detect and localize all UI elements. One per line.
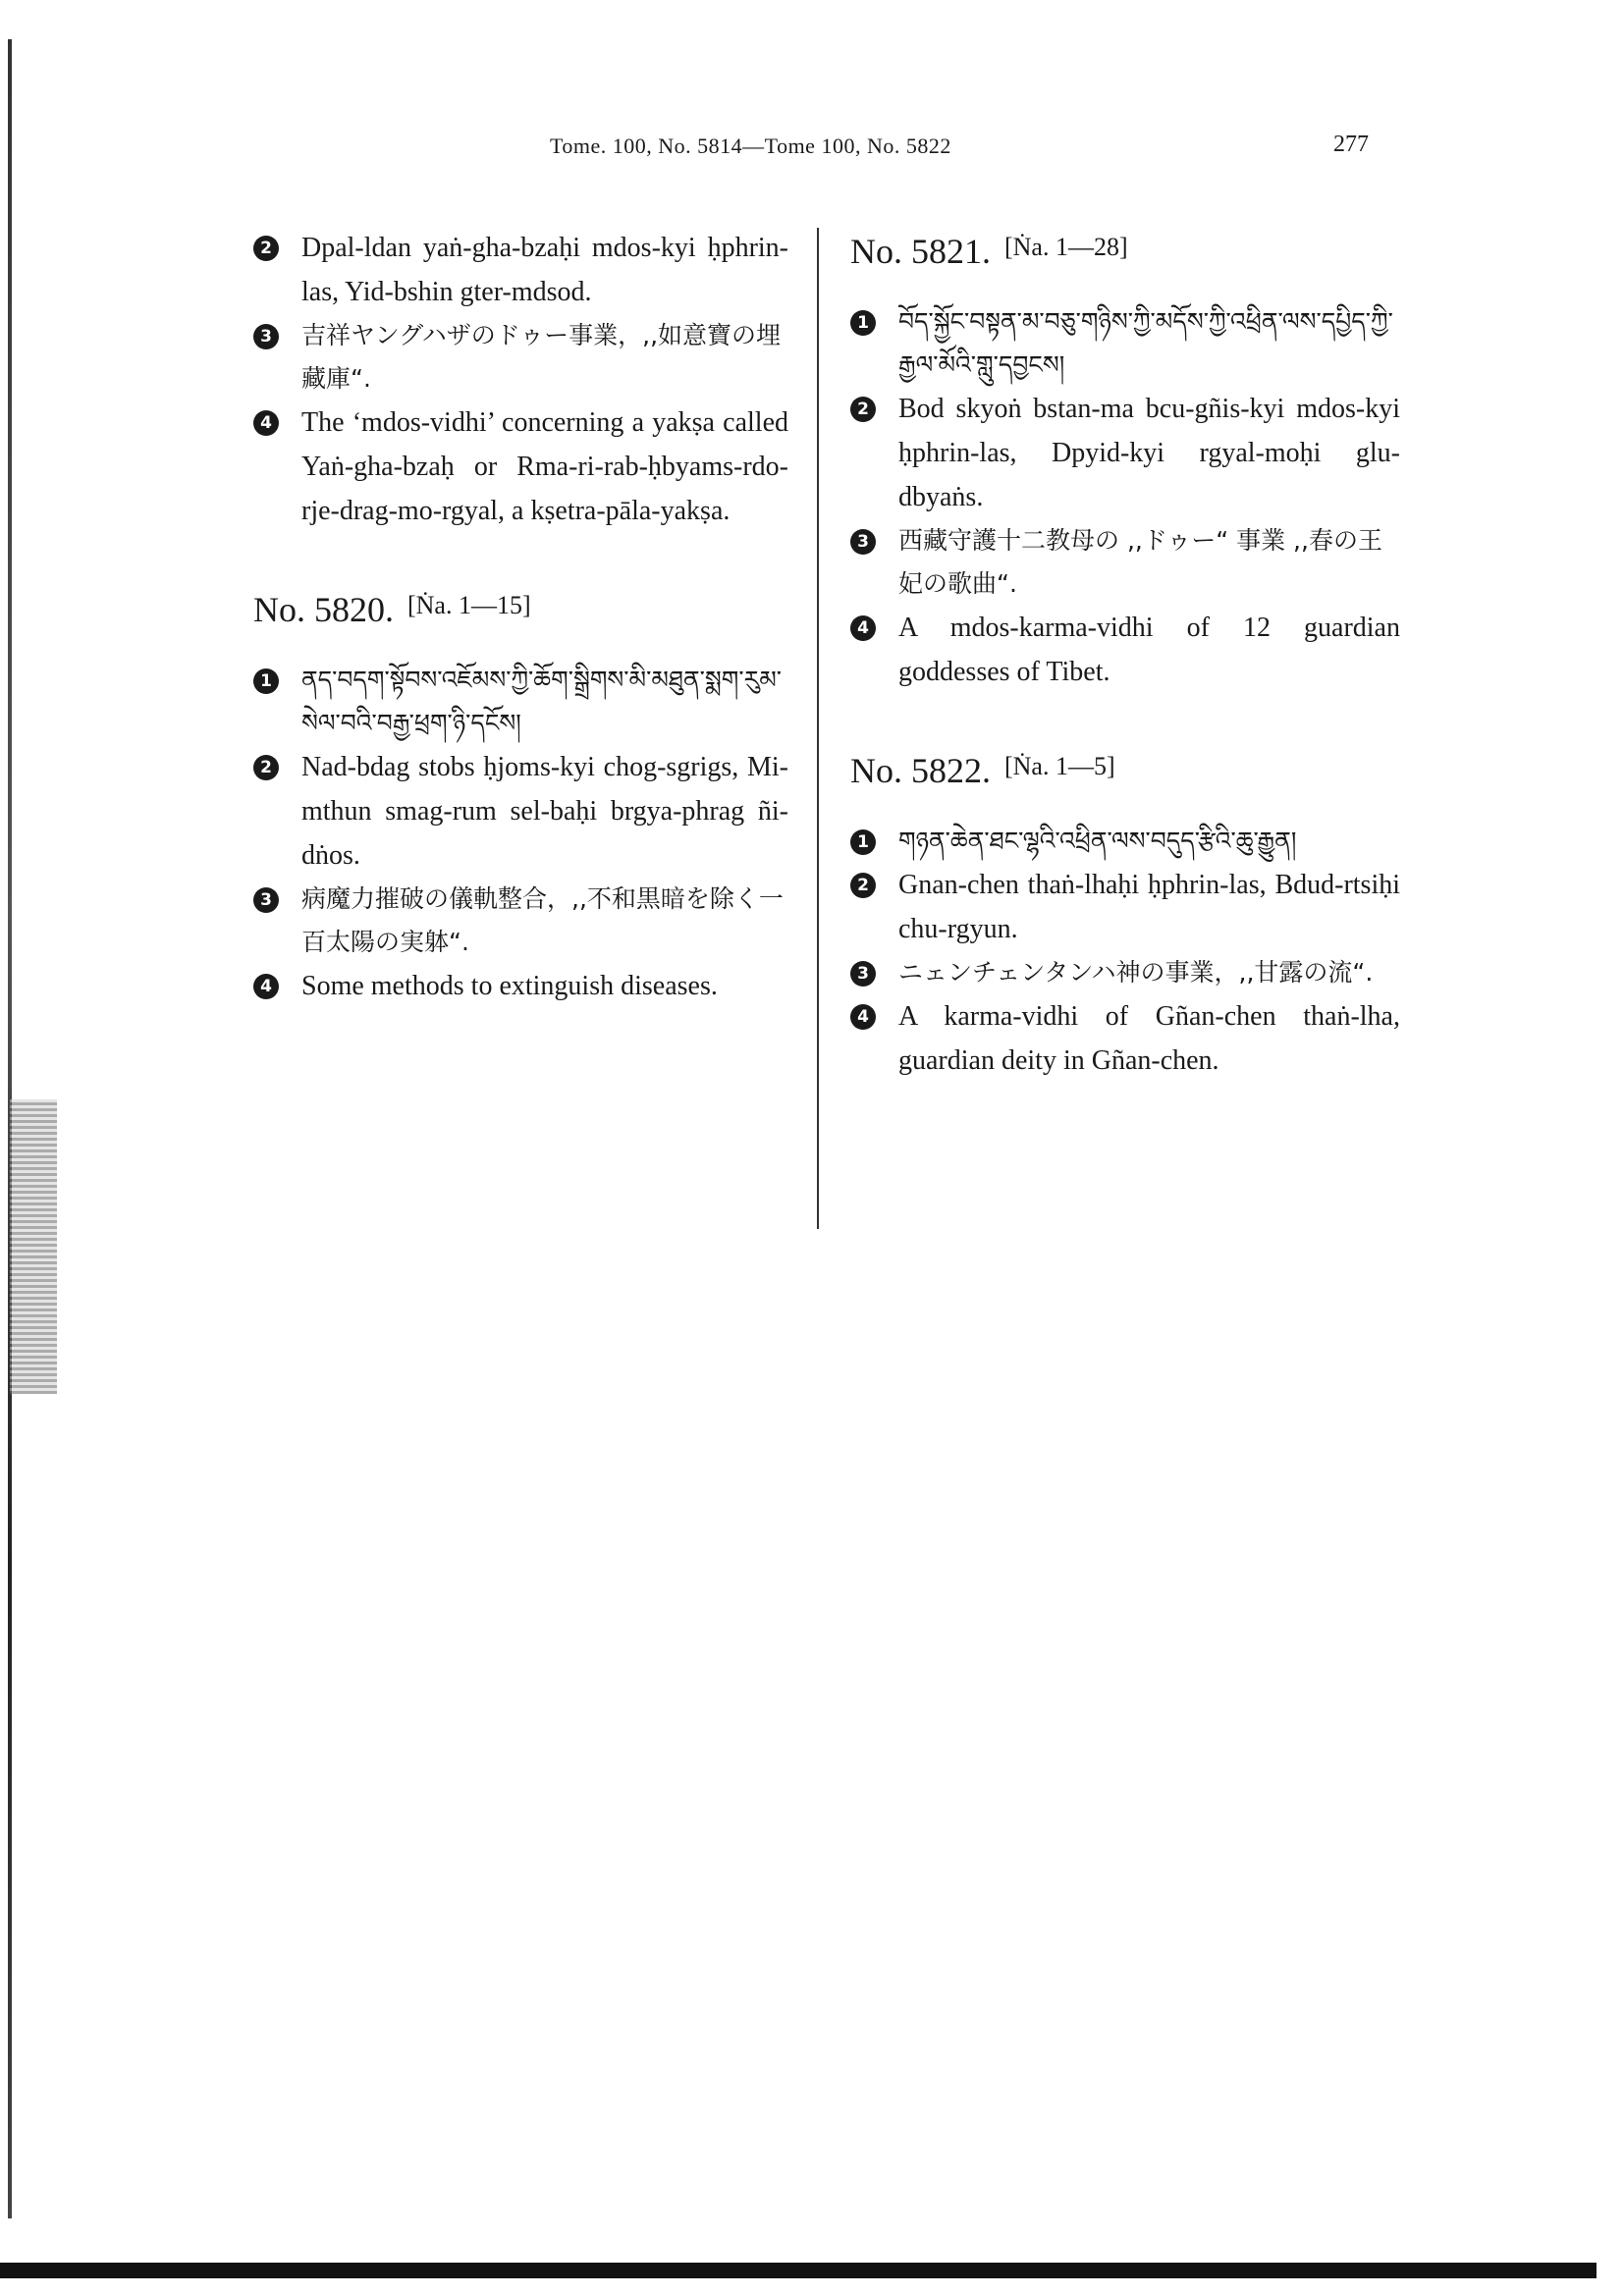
entry-reference: [Ṅa. 1—28]	[1004, 233, 1128, 261]
entry-item-3	[253, 314, 788, 400]
entry-item-4	[850, 994, 1400, 1083]
entry-item-4	[850, 606, 1400, 694]
left-column	[253, 226, 788, 1008]
circled-4-icon: 4	[253, 410, 279, 436]
entry-heading	[253, 584, 788, 631]
entry-heading	[850, 226, 1400, 273]
circled-1-icon: 1	[850, 310, 876, 336]
entry-item-3	[253, 878, 788, 964]
entry-item-1	[850, 820, 1400, 863]
right-column	[850, 226, 1400, 1083]
circled-2-icon: 2	[850, 397, 876, 422]
title-tibetan: བོད་སྐྱོང་བསྟན་མ་བཅུ་གཉིས་ཀྱི་མདོས་ཀྱི་འཕྲིན་ལས་དཔྱིད་ཀྱི་རྒྱལ་མོའི་གླུ་དབྱངས།	[898, 307, 1393, 379]
entry-item-3	[850, 519, 1400, 606]
entry-item-2	[850, 387, 1400, 519]
title-japanese: 吉祥ヤングハザのドゥー事業，,,如意寶の埋藏庫“.	[301, 321, 782, 393]
entry-reference: [Ṅa. 1—5]	[1004, 752, 1115, 780]
title-transliteration: Dpal-ldan yaṅ-gha-bzaḥi mdos-kyi ḥphrin-las, Yid-bshin gter-mdsod.	[301, 233, 788, 307]
circled-3-icon: 3	[850, 961, 876, 987]
circled-2-icon: 2	[850, 873, 876, 898]
circled-4-icon: 4	[850, 1004, 876, 1030]
title-japanese: 病魔力摧破の儀軌整合，,,不和黒暗を除く一百太陽の実躰“.	[301, 884, 784, 956]
entry-5822	[850, 745, 1400, 1083]
entry-number: No. 5820.	[253, 590, 394, 629]
entry-item-2	[253, 226, 788, 314]
description-english: A mdos-karma-vidhi of 12 guardian goddesses of Tibet.	[898, 613, 1400, 687]
entry-5821	[850, 226, 1400, 694]
entry-reference: [Ṅa. 1—15]	[407, 591, 531, 619]
circled-1-icon: 1	[253, 668, 279, 694]
entry-number: No. 5821.	[850, 232, 991, 271]
title-tibetan: ནད་བདག་སྟོབས་འཇོམས་ཀྱི་ཆོག་སྒྲིགས་མི་མཐུན་སྨག་རུམ་སེལ་བའི་བརྒྱ་ཕྲག་ཉི་དངོས།	[301, 666, 783, 737]
description-english: A karma-vidhi of Gñan-chen thaṅ-lha, guardian deity in Gñan-chen.	[898, 1001, 1400, 1076]
entry-heading	[850, 745, 1400, 792]
circled-2-icon: 2	[253, 755, 279, 780]
entry-item-1	[850, 300, 1400, 387]
circled-3-icon: 3	[253, 887, 279, 913]
circled-3-icon: 3	[253, 324, 279, 349]
entry-item-1	[253, 659, 788, 745]
entry-item-2	[253, 745, 788, 878]
scan-artifact	[10, 1099, 57, 1394]
page-bottom-edge	[0, 2263, 1597, 2278]
column-divider	[817, 228, 819, 1229]
entry-item-3	[850, 951, 1400, 994]
description-english: Some methods to extinguish diseases.	[301, 971, 718, 1001]
title-tibetan: གཉན་ཆེན་ཐང་ལྷའི་འཕྲིན་ལས་བདུད་རྩིའི་ཆུ་རྒྱུན།	[898, 827, 1297, 855]
title-transliteration: Gnan-chen thaṅ-lhaḥi ḥphrin-las, Bdud-rtsiḥi chu-rgyun.	[898, 870, 1400, 944]
title-transliteration: Bod skyoṅ bstan-ma bcu-gñis-kyi mdos-kyi ḥphrin-las, Dpyid-kyi rgyal-moḥi glu-dbyaṅs.	[898, 394, 1400, 512]
circled-1-icon: 1	[850, 829, 876, 855]
page-number: 277	[1333, 132, 1369, 157]
entry-number: No. 5822.	[850, 751, 991, 790]
circled-2-icon: 2	[253, 236, 279, 261]
entry-5819-continued	[253, 226, 788, 533]
entry-item-4	[253, 964, 788, 1008]
running-header: Tome. 100, No. 5814—Tome 100, No. 5822	[550, 133, 951, 158]
description-english: The ‘mdos-vidhi’ concerning a yakṣa called Yaṅ-gha-bzaḥ or Rma-ri-rab-ḥbyams-rdo-rje-drag-mo-rgyal, a kṣetra-pāla-yakṣa.	[301, 407, 788, 526]
title-japanese: 西藏守護十二教母の ,,ドゥー“ 事業 ,,春の王妃の歌曲“.	[898, 526, 1382, 598]
circled-4-icon: 4	[253, 974, 279, 999]
entry-item-4	[253, 400, 788, 533]
circled-3-icon: 3	[850, 529, 876, 555]
circled-4-icon: 4	[850, 615, 876, 641]
title-japanese: ニェンチェンタンハ神の事業，,,甘露の流“.	[898, 958, 1374, 987]
title-transliteration: Nad-bdag stobs ḥjoms-kyi chog-sgrigs, Mi-mthun smag-rum sel-baḥi brgya-phrag ñi-dṅos.	[301, 752, 788, 871]
entry-5820	[253, 584, 788, 1008]
entry-item-2	[850, 863, 1400, 951]
